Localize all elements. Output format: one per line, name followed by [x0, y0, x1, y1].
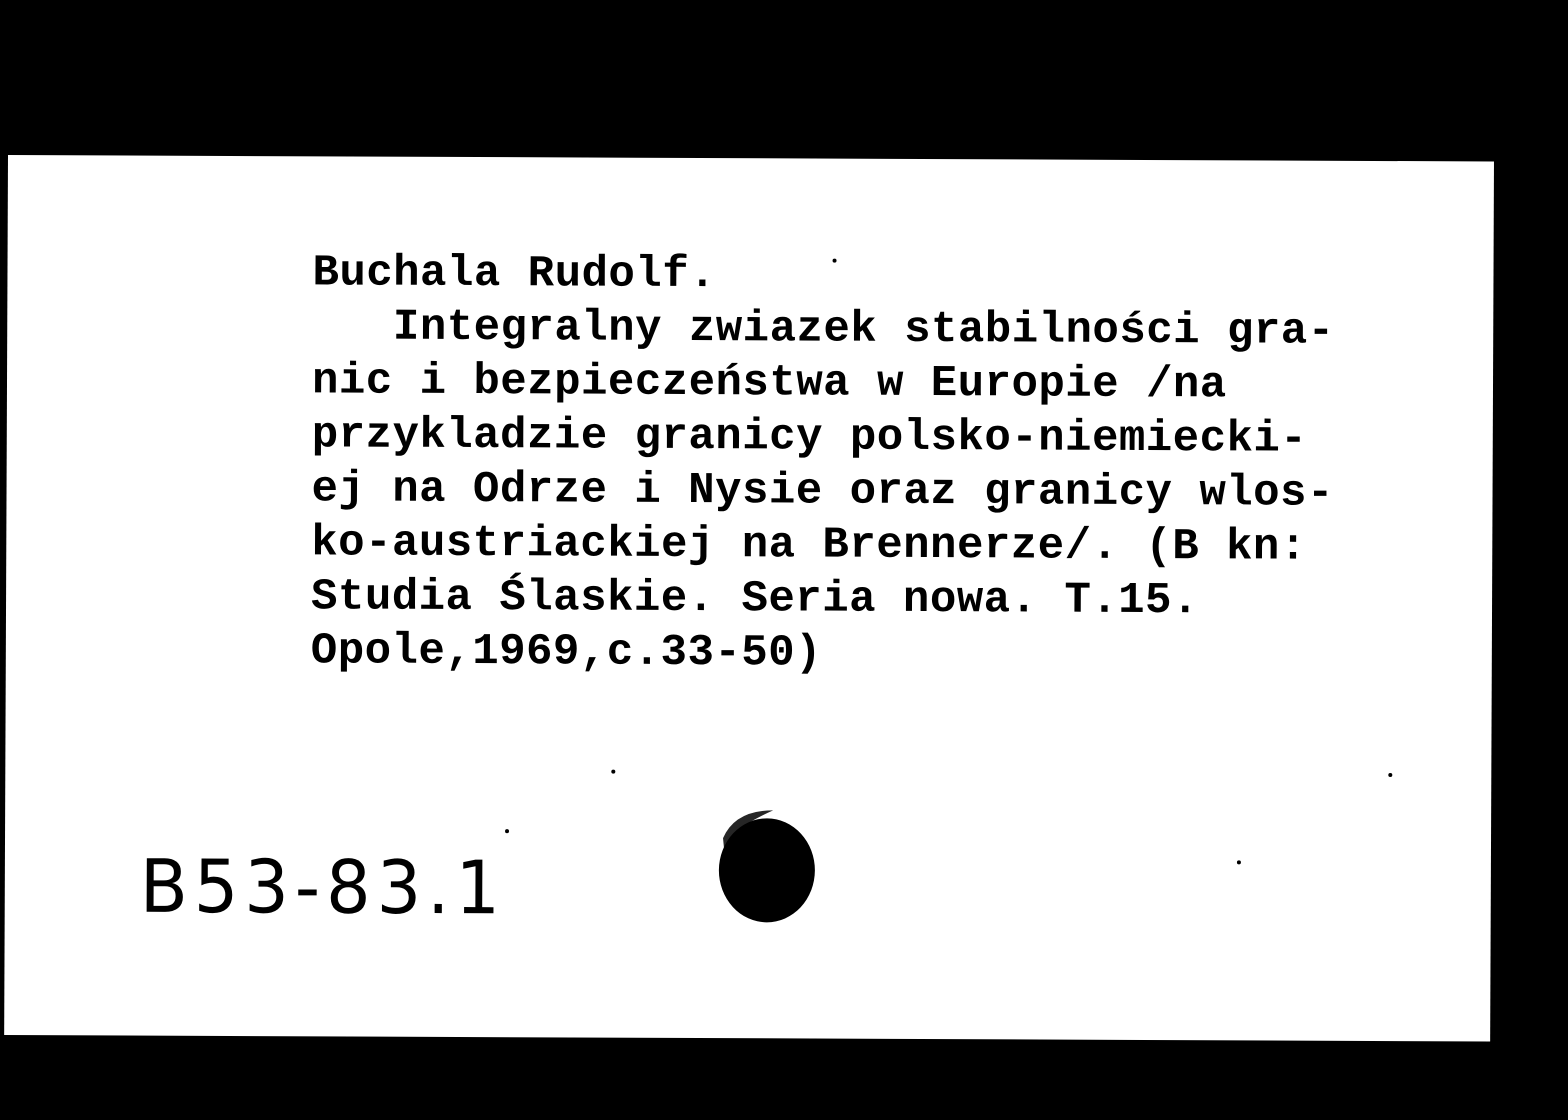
source-line-1: Studia Ślaskie. Seria nowa. T.15. — [310, 572, 1200, 627]
title-line-4: ej na Odrze i Nysie oraz granicy wlos- — [311, 464, 1335, 519]
title-line-3: przykladzie granicy polsko-niemiecki- — [311, 410, 1308, 465]
title-line-1: Integralny zwiazek stabilności gra- — [312, 302, 1335, 357]
source-line-2: Opole,1969,c.33-50) — [310, 626, 823, 679]
dust-speck — [505, 829, 509, 833]
dust-speck — [1388, 773, 1392, 777]
author-line: Buchala Rudolf. — [312, 248, 717, 301]
dust-speck — [1237, 860, 1241, 864]
bibliographic-entry — [311, 246, 1335, 682]
shelfmark-handwritten: B53-83.1 — [139, 843, 507, 932]
title-line-2: nic i bezpieczeństwa w Europie /na — [311, 356, 1227, 411]
catalog-card — [4, 155, 1494, 1041]
title-line-5: ko-austriackiej na Brennerze/. (B kn: — [311, 518, 1307, 573]
dust-speck — [611, 770, 615, 774]
punch-hole-icon — [695, 798, 826, 929]
dust-speck — [833, 259, 837, 263]
